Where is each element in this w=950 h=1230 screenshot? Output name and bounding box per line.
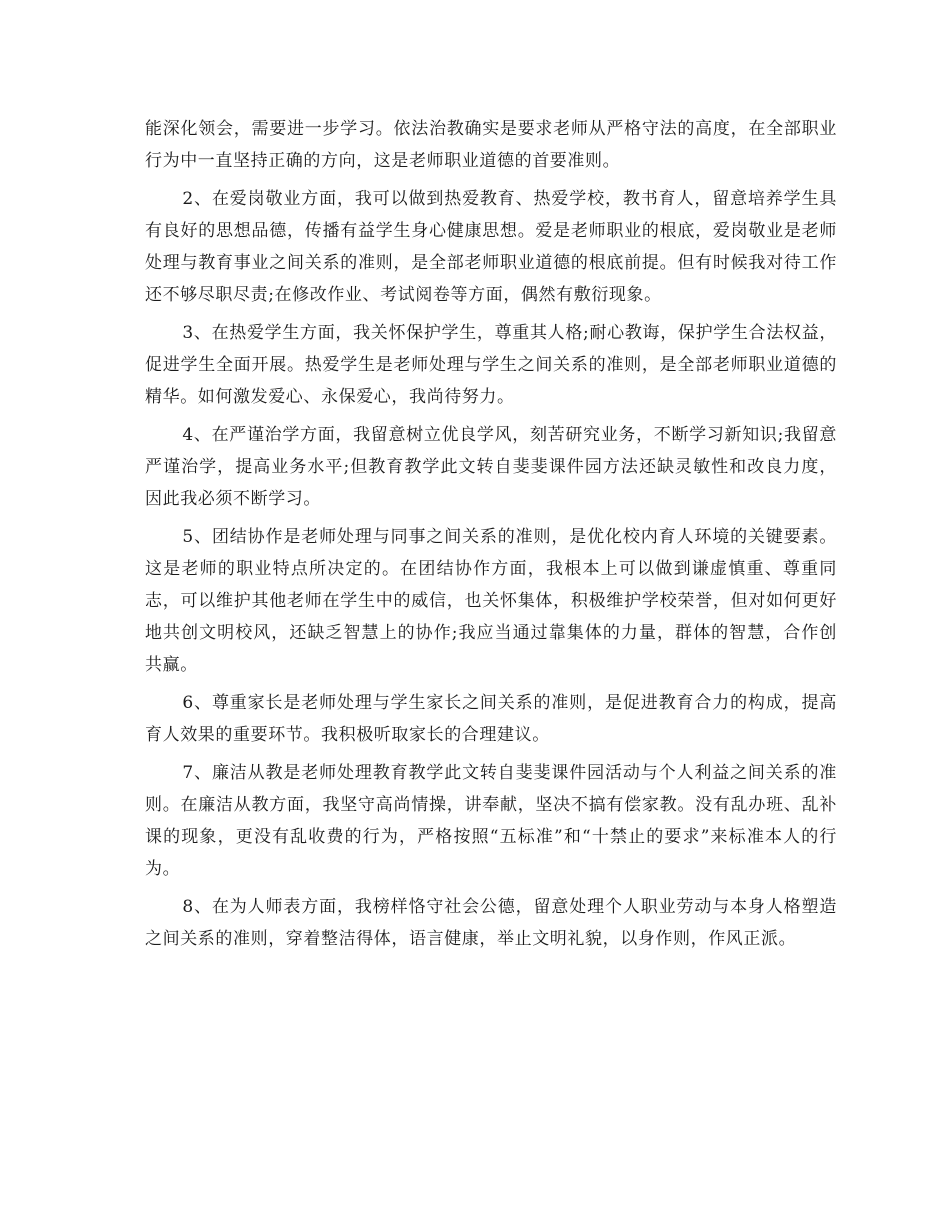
paragraph-3-love-students: 3、在热爱学生方面，我关怀保护学生，尊重其人格;耐心教诲，保护学生合法权益，促进学生全面开展。热爱学生是老师处理与学生之间关系的准则，是全部老师职业道德的精华。如何激发爱心、永保爱心，我尚待努力。 — [145, 323, 837, 407]
paragraph-6-respect-parents: 6、尊重家长是老师处理与学生家长之间关系的准则，是促进教育合力的构成，提高育人效果的重要环节。我积极听取家长的合理建议。 — [145, 693, 837, 745]
paragraph-continuation: 能深化领会，需要进一步学习。依法治教确实是要求老师从严格守法的高度，在全部职业行为中一直坚持正确的方向，这是老师职业道德的首要准则。 — [145, 119, 837, 171]
paragraph-7-integrity: 7、廉洁从教是老师处理教育教学此文转自斐斐课件园活动与个人利益之间关系的准则。在廉洁从教方面，我坚守高尚情操，讲奉献，坚决不搞有偿家教。没有乱办班、乱补课的现象，更没有乱收费的行为，严格按照“五标准”和“十禁止的要求”来标准本人的行为。 — [145, 763, 837, 879]
paragraph-8-role-model: 8、在为人师表方面，我榜样恪守社会公德，留意处理个人职业劳动与本身人格塑造之间关系的准则，穿着整洁得体，语言健康，举止文明礼貌，以身作则，作风正派。 — [145, 897, 837, 949]
paragraph-2-dedication: 2、在爱岗敬业方面，我可以做到热爱教育、热爱学校，教书育人，留意培养学生具有良好的思想品德，传播有益学生身心健康思想。爱是老师职业的根底，爱岗敬业是老师处理与教育事业之间关系的准则，是全部老师职业道德的根底前提。但有时候我对待工作还不够尽职尽责;在修改作业、考试阅卷等方面，偶然有敷衍现象。 — [145, 189, 837, 305]
document-body — [145, 113, 837, 961]
paragraph-5-teamwork: 5、团结协作是老师处理与同事之间关系的准则，是优化校内育人环境的关键要素。这是老师的职业特点所决定的。在团结协作方面，我根本上可以做到谦虚慎重、尊重同志，可以维护其他老师在学生中的威信，也关怀集体，积极维护学校荣誉，但对如何更好地共创文明校风，还缺乏智慧上的协作;我应当通过靠集体的力量，群体的智慧，合作创共赢。 — [145, 527, 837, 675]
paragraph-4-rigorous-study: 4、在严谨治学方面，我留意树立优良学风，刻苦研究业务，不断学习新知识;我留意严谨治学，提高业务水平;但教育教学此文转自斐斐课件园方法还缺灵敏性和改良力度，因此我必须不断学习。 — [145, 425, 837, 509]
